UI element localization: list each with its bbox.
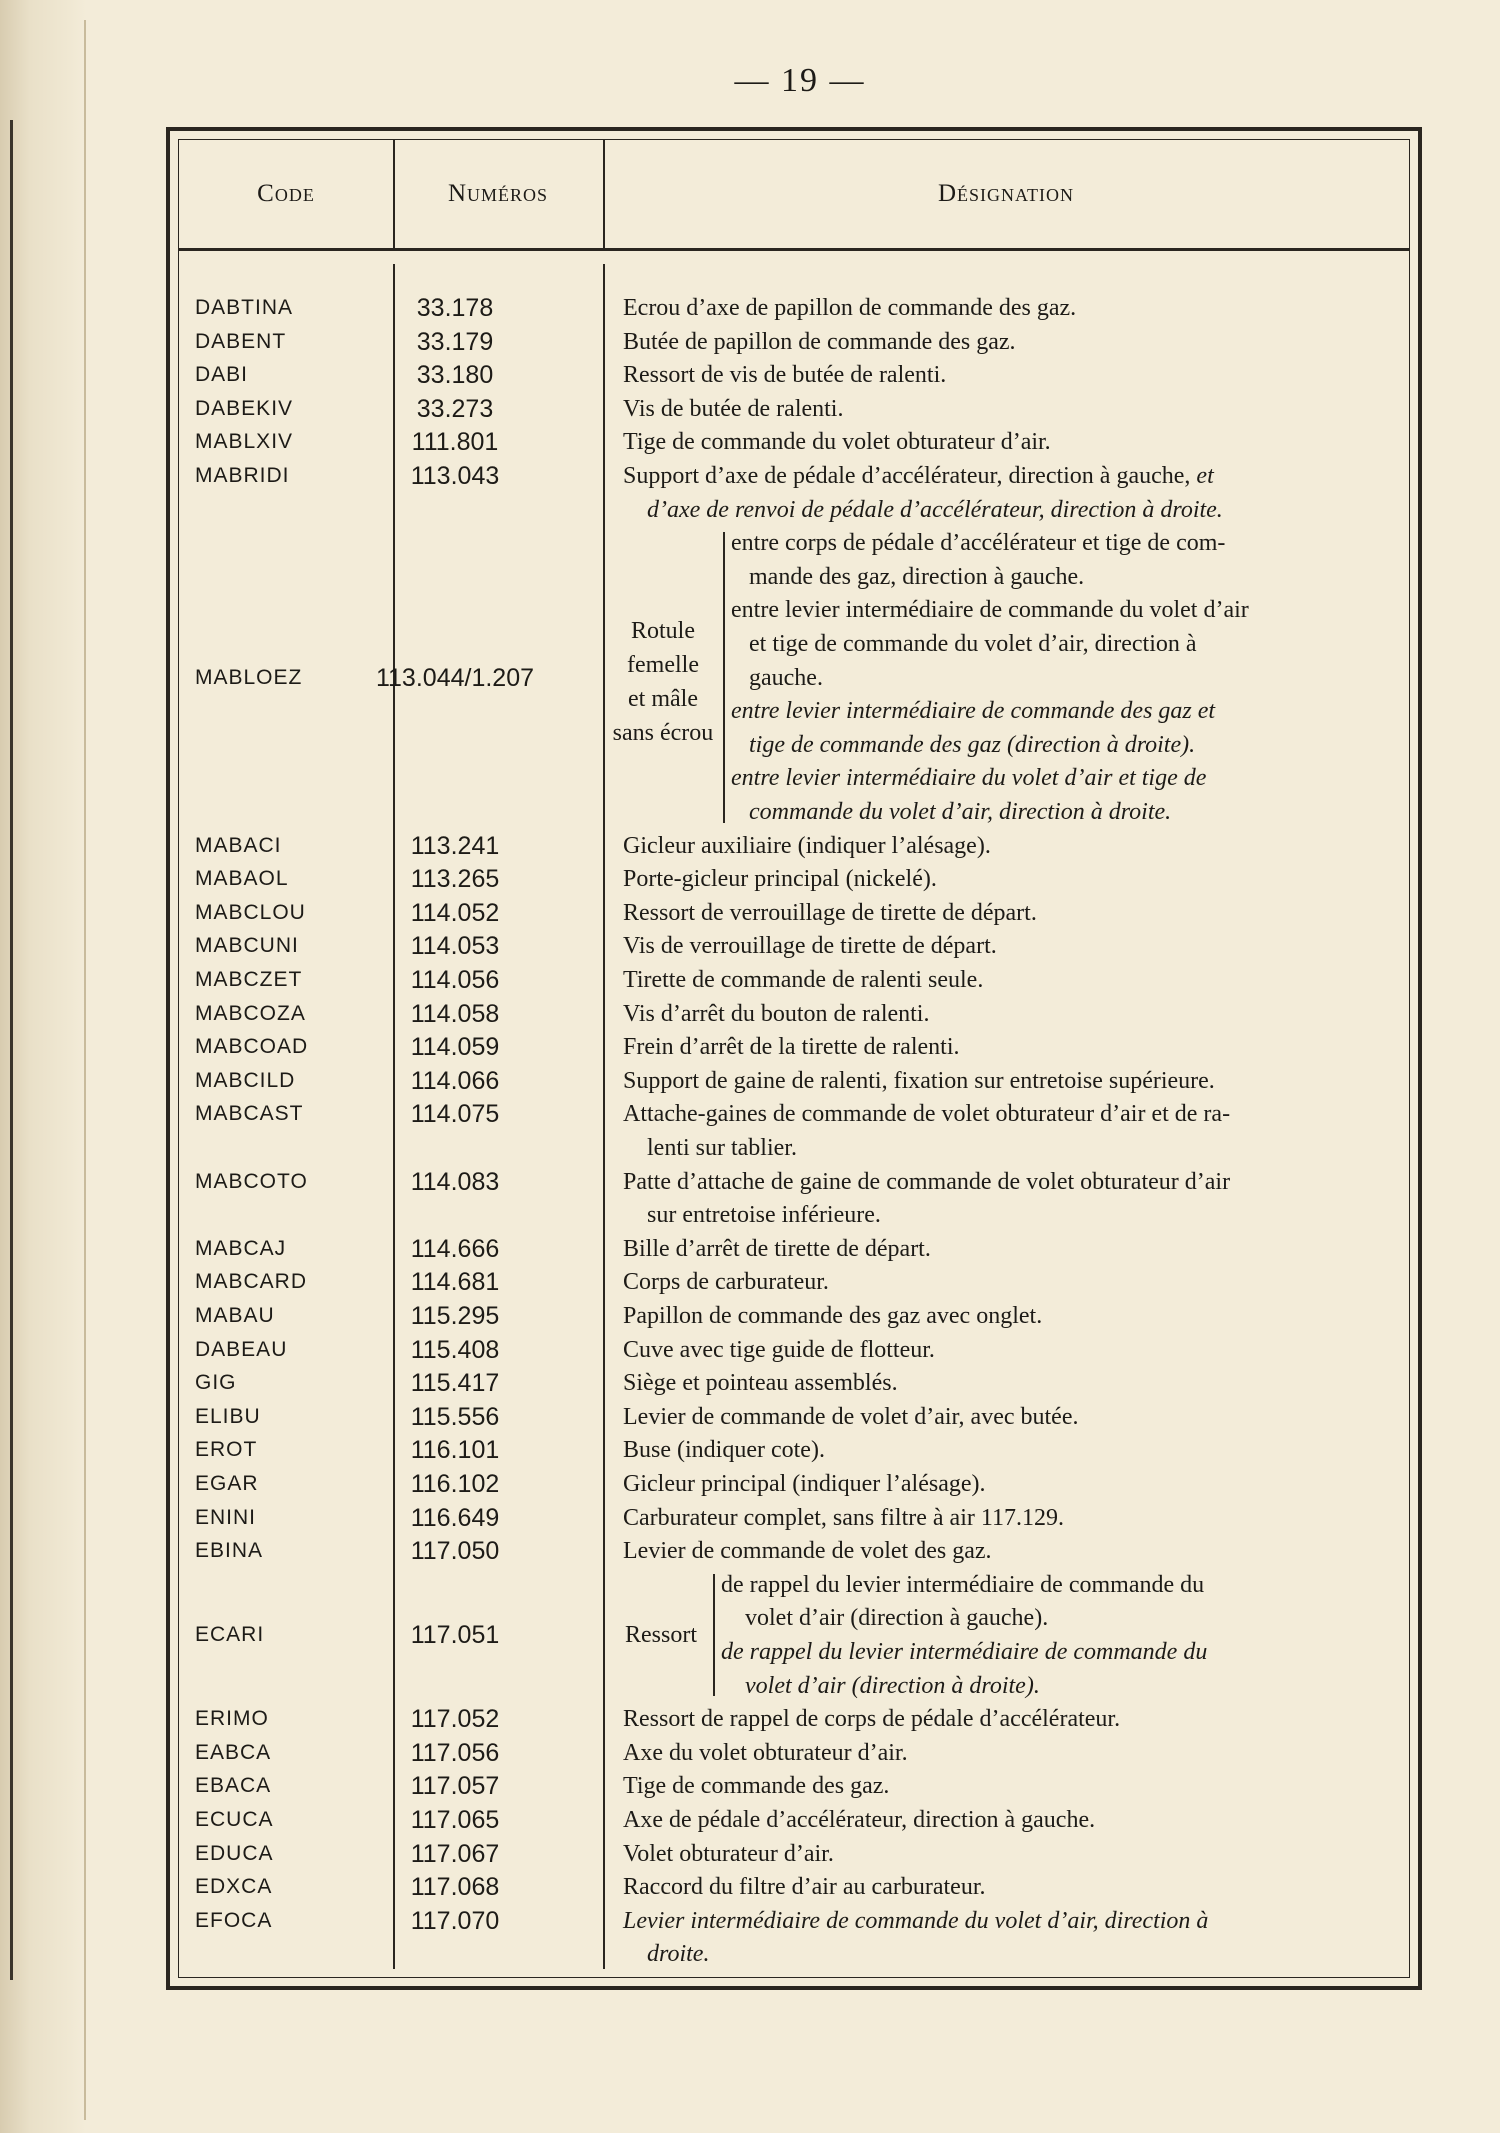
brace-label-line: sans écrou: [612, 719, 714, 746]
part-number: 114.059: [410, 1033, 500, 1062]
brace-label-ressort: Ressort: [625, 1622, 697, 1649]
table-row: [179, 1433, 1409, 1467]
part-designation: Ecrou d’axe de papillon de commande des gaz.: [623, 295, 1077, 321]
table-row: [179, 1400, 1409, 1434]
part-designation: Tirette de commande de ralenti seule.: [623, 967, 984, 993]
table-row: [179, 325, 1409, 359]
part-number: 33.180: [416, 361, 494, 390]
table-inner-border: [178, 139, 1410, 1978]
part-designation: Levier de commande de volet d’air, avec butée.: [623, 1403, 1079, 1430]
brace-item-line: de rappel du levier intermédiaire de commande du: [721, 1571, 1205, 1598]
part-designation: Vis de butée de ralenti.: [623, 395, 844, 422]
part-number: 117.052: [410, 1705, 500, 1734]
part-designation: Tige de commande du volet obturateur d’air.: [623, 429, 1051, 456]
table-row: [179, 425, 1409, 459]
part-designation: Papillon de commande des gaz avec onglet.: [623, 1303, 1043, 1329]
part-number: 117.068: [410, 1873, 500, 1902]
table-row: [179, 963, 1409, 997]
part-designation: Ressort de rappel de corps de pédale d’accélérateur.: [623, 1706, 1121, 1733]
part-designation: Axe du volet obturateur d’air.: [623, 1739, 908, 1766]
part-number: 114.058: [410, 999, 500, 1028]
part-code: EABCA: [195, 1740, 272, 1764]
part-number: 33.273: [416, 394, 494, 423]
header-designation: Désignation: [937, 180, 1075, 207]
designation-italic-tail: et: [1196, 463, 1214, 489]
part-number: 117.057: [410, 1772, 500, 1801]
part-code: EBACA: [195, 1774, 272, 1798]
part-code: GIG: [195, 1371, 237, 1395]
part-code: MABACI: [195, 833, 282, 857]
table-row: [179, 1837, 1409, 1871]
part-code: MABLXIV: [195, 430, 294, 454]
part-designation: Porte-gicleur principal (nickelé).: [623, 866, 937, 893]
table-header: [179, 140, 1409, 251]
part-number: 117.051: [410, 1621, 500, 1650]
part-number: 114.083: [410, 1167, 500, 1196]
part-number: 117.070: [410, 1906, 500, 1935]
designation-text: Support d’axe de pédale d’accélérateur, direction à gauche,: [623, 463, 1197, 489]
part-code: DABEKIV: [195, 396, 294, 420]
brace-item-line: entre levier intermédiaire de commande des gaz et: [731, 698, 1216, 725]
part-code: MABAOL: [195, 867, 289, 891]
part-code: EFOCA: [195, 1908, 273, 1932]
table-row: [179, 291, 1409, 325]
part-designation-continued: lenti sur tablier.: [647, 1134, 797, 1161]
part-number: 113.043: [410, 462, 500, 490]
part-code: MABCZET: [195, 968, 303, 991]
parts-table: [166, 127, 1422, 1990]
header-numeros: Numéros: [447, 180, 549, 207]
part-code: MABCUNI: [195, 934, 299, 958]
header-divider-2: [603, 140, 605, 248]
part-code: MABRIDI: [195, 464, 290, 487]
part-code: ECARI: [195, 1623, 265, 1647]
table-row: [179, 1501, 1409, 1535]
part-code: ELIBU: [195, 1404, 261, 1428]
part-number: 117.067: [410, 1839, 500, 1868]
part-designation: Carburateur complet, sans filtre à air 117.129.: [623, 1504, 1064, 1531]
table-row: [179, 896, 1409, 930]
part-designation: Ressort de vis de butée de ralenti.: [623, 362, 947, 389]
part-designation: Tige de commande des gaz.: [623, 1773, 890, 1800]
brace-item-line: volet d’air (direction à droite).: [745, 1672, 1040, 1699]
part-number: 114.666: [410, 1234, 500, 1263]
part-designation: [623, 459, 1395, 493]
brace-item-line: commande du volet d’air, direction à droite.: [749, 798, 1172, 825]
table-row: [179, 1803, 1409, 1837]
brace-item-line: et tige de commande du volet d’air, direction à: [749, 630, 1197, 657]
brace-label-line: et mâle: [628, 685, 698, 712]
part-number: 114.053: [410, 932, 500, 961]
table-row: [179, 997, 1409, 1031]
part-number: 114.681: [410, 1268, 500, 1297]
table-row: [179, 1064, 1409, 1098]
part-designation-continued: droite.: [647, 1941, 710, 1968]
table-row: [179, 1299, 1409, 1333]
brace-item-line: entre levier intermédiaire de commande du volet d’air: [731, 597, 1249, 624]
part-designation: Vis de verrouillage de tirette de départ.: [623, 933, 997, 960]
brace-item-line: mande des gaz, direction à gauche.: [749, 563, 1085, 590]
part-code: DABI: [195, 363, 249, 387]
part-code: DABTINA: [195, 296, 294, 319]
part-designation: Siège et pointeau assemblés.: [623, 1370, 898, 1397]
brace-item-line: volet d’air (direction à gauche).: [745, 1605, 1049, 1632]
part-code: DABEAU: [195, 1337, 288, 1361]
part-designation: Attache-gaines de commande de volet obturateur d’air et de ra-: [623, 1101, 1231, 1128]
table-row: [179, 1904, 1409, 1971]
table-row: [179, 459, 1409, 526]
table-row: [179, 862, 1409, 896]
part-designation: Gicleur auxiliaire (indiquer l’alésage).: [623, 832, 991, 859]
part-designation: Buse (indiquer cote).: [623, 1437, 825, 1464]
header-code: Code: [257, 180, 315, 207]
spine-rule: [10, 120, 13, 1980]
brace-label-rotule: [607, 614, 719, 750]
part-code: EROT: [195, 1438, 258, 1462]
part-designation: Butée de papillon de commande des gaz.: [623, 328, 1016, 355]
part-designation: Raccord du filtre d’air au carburateur.: [623, 1874, 986, 1901]
part-code: EDXCA: [195, 1875, 273, 1899]
part-number: 117.050: [410, 1537, 500, 1566]
part-designation-continued: d’axe de renvoi de pédale d’accélérateur, direction à droite.: [647, 496, 1223, 523]
part-number: 116.102: [410, 1470, 500, 1498]
part-designation-continued: sur entretoise inférieure.: [647, 1202, 881, 1229]
part-number: 117.065: [410, 1806, 500, 1834]
part-designation: Volet obturateur d’air.: [623, 1840, 834, 1867]
brace-label-line: Rotule: [631, 617, 695, 644]
part-code: EGAR: [195, 1472, 259, 1495]
part-code: ENINI: [195, 1505, 257, 1529]
part-code: MABCILD: [195, 1068, 296, 1092]
part-number: 33.179: [416, 327, 494, 356]
part-number: 113.265: [410, 865, 500, 894]
part-number: 116.649: [410, 1503, 500, 1532]
part-number: 115.556: [410, 1402, 500, 1431]
table-row: [179, 1467, 1409, 1501]
part-number: 117.056: [410, 1738, 500, 1767]
part-number: 33.178: [416, 294, 494, 322]
table-row: [179, 1265, 1409, 1299]
part-number: 116.101: [410, 1436, 500, 1465]
table-row: [179, 358, 1409, 392]
brace-item-line: gauche.: [749, 664, 823, 691]
part-code: EBINA: [195, 1539, 264, 1563]
table-row: [179, 929, 1409, 963]
part-number: 113.044/1.207: [375, 663, 535, 692]
part-designation: Axe de pédale d’accélérateur, direction à gauche.: [623, 1807, 1096, 1833]
part-code: MABCOAD: [195, 1035, 309, 1059]
brace-line: [723, 532, 725, 822]
part-designation: Bille d’arrêt de tirette de départ.: [623, 1235, 931, 1262]
part-code: MABLOEZ: [195, 665, 303, 689]
part-number: 115.417: [410, 1369, 500, 1398]
part-number: 115.295: [410, 1302, 500, 1330]
table-row: [179, 1702, 1409, 1736]
part-code: EDUCA: [195, 1841, 274, 1865]
brace-item-line: entre levier intermédiaire du volet d’air et tige de: [731, 765, 1207, 792]
part-number: 114.066: [410, 1066, 500, 1095]
header-divider-1: [393, 140, 395, 248]
part-code: ERIMO: [195, 1707, 269, 1731]
part-code: MABCAST: [195, 1102, 304, 1126]
part-number: 114.056: [410, 966, 500, 994]
part-code: MABCARD: [195, 1270, 308, 1294]
part-code: MABCAJ: [195, 1236, 287, 1260]
brace-item-line: entre corps de pédale d’accélérateur et tige de com-: [731, 530, 1226, 557]
part-number: 114.052: [410, 898, 500, 927]
table-row-group: [179, 526, 1409, 828]
part-designation: Frein d’arrêt de la tirette de ralenti.: [623, 1034, 960, 1061]
table-row: [179, 1870, 1409, 1904]
brace-line: [713, 1574, 715, 1696]
part-code: MABAU: [195, 1304, 275, 1327]
table-row: [179, 1097, 1409, 1164]
table-row: [179, 1534, 1409, 1568]
table-row-group: [179, 1568, 1409, 1702]
part-designation: Gicleur principal (indiquer l’alésage).: [623, 1471, 986, 1497]
part-code: MABCLOU: [195, 900, 306, 924]
part-designation: Levier intermédiaire de commande du volet d’air, direction à: [623, 1907, 1209, 1934]
part-code: MABCOZA: [195, 1001, 306, 1025]
table-row: [179, 1030, 1409, 1064]
brace-item-line: tige de commande des gaz (direction à droite).: [749, 731, 1196, 758]
part-designation: Patte d’attache de gaine de commande de volet obturateur d’air: [623, 1168, 1231, 1195]
table-row: [179, 1366, 1409, 1400]
part-designation: Vis d’arrêt du bouton de ralenti.: [623, 1000, 930, 1027]
part-number: 114.075: [410, 1100, 500, 1129]
table-row: [179, 1333, 1409, 1367]
table-row: [179, 1165, 1409, 1232]
table-row: [179, 829, 1409, 863]
table-row: [179, 392, 1409, 426]
part-code: MABCOTO: [195, 1169, 308, 1193]
page-gutter: [84, 20, 86, 2120]
part-number: 111.801: [411, 428, 499, 457]
table-row: [179, 1769, 1409, 1803]
part-designation: Support de gaine de ralenti, fixation sur entretoise supérieure.: [623, 1067, 1215, 1094]
part-designation: Ressort de verrouillage de tirette de départ.: [623, 899, 1037, 926]
part-designation: Corps de carburateur.: [623, 1269, 829, 1296]
table-row: [179, 1232, 1409, 1266]
table-row: [179, 1736, 1409, 1770]
brace-item-line: de rappel du levier intermédiaire de commande du: [721, 1638, 1208, 1665]
part-designation: Cuve avec tige guide de flotteur.: [623, 1336, 935, 1363]
part-number: 115.408: [410, 1335, 500, 1364]
part-code: ECUCA: [195, 1808, 274, 1831]
part-number: 113.241: [410, 831, 500, 860]
brace-label-line: femelle: [627, 651, 699, 678]
part-designation: Levier de commande de volet des gaz.: [623, 1538, 992, 1565]
page-number: — 19 —: [734, 62, 866, 99]
part-code: DABENT: [195, 329, 287, 353]
